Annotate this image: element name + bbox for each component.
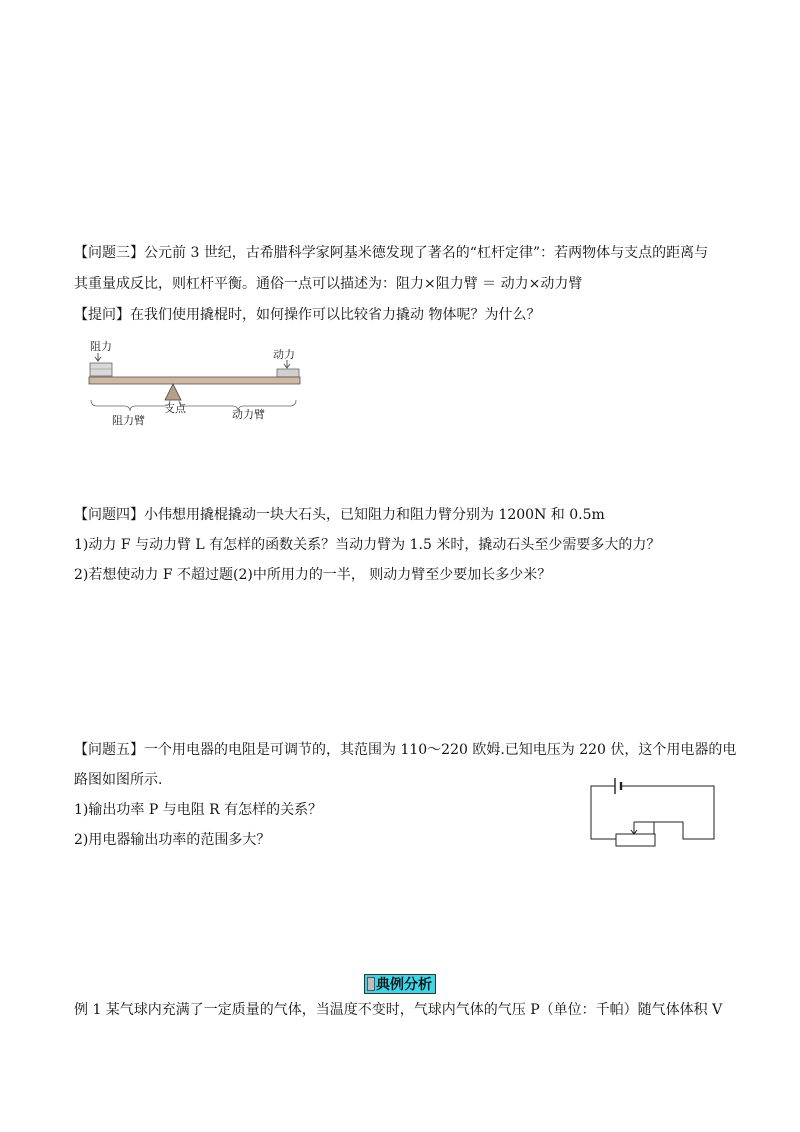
rheostat <box>616 834 655 846</box>
resistance-label: 阻力 <box>90 340 112 353</box>
problem-3-line-1: 【问题三】公元前 3 世纪，古希腊科学家阿基米德发现了著名的“杠杆定律”：若两物体与支点的距离与 <box>74 245 709 261</box>
slider-arrow-icon <box>631 822 637 834</box>
problem-4-line-3: 2)若想使动力 F 不超过题(2)中所用力的一半， 则动力臂至少要加长多少米？ <box>74 567 552 583</box>
problem-4-line-2: 1)动力 F 与动力臂 L 有怎样的函数关系？当动力臂为 1.5 米时，撬动石头至少需要多大的力？ <box>74 537 661 553</box>
resistance-arrow-icon <box>95 353 101 361</box>
problem-3-line-2: 其重量成反比，则杠杆平衡。通俗一点可以描述为：阻力×阻力臂 ＝ 动力×动力臂 <box>74 276 583 292</box>
question-prompt: 【提问】在我们使用撬棍时，如何操作可以比较省力撬动 物体呢？为什么？ <box>74 307 541 323</box>
wire-right <box>621 786 714 839</box>
section-title: 典例分析 <box>376 977 432 993</box>
fulcrum-label: 支点 <box>164 402 186 415</box>
section-title-badge <box>364 974 436 994</box>
section-title-marker <box>367 977 375 991</box>
example-1-line-1: 例 1 某气球内充满了一定质量的气体，当温度不变时，气球内气体的气压 P（单位：千帕）随气体体积 V <box>74 1002 723 1018</box>
problem-4-line-1: 【问题四】小伟想用撬棍撬动一块大石头，已知阻力和阻力臂分别为 1200N 和 0.5m <box>74 507 605 523</box>
circuit-diagram <box>588 776 718 850</box>
problem-5-line-2: 路图如图所示. <box>74 772 163 788</box>
lever-bar <box>89 377 300 384</box>
effort-arm-label: 动力臂 <box>232 408 265 421</box>
effort-block <box>277 369 299 377</box>
effort-label: 动力 <box>273 348 295 361</box>
problem-5-line-3: 1)输出功率 P 与电阻 R 有怎样的关系？ <box>74 802 323 818</box>
resistance-arm-label: 阻力臂 <box>112 414 145 427</box>
lever-diagram <box>84 338 310 430</box>
resistance-block <box>90 363 112 376</box>
fulcrum-triangle <box>165 384 181 400</box>
resistance-arm-brace <box>91 400 170 411</box>
wire-left <box>591 786 616 839</box>
problem-5-line-1: 【问题五】一个用电器的电阻是可调节的，其范围为 110～220 欧姆.已知电压为 220 伏，这个用电器的电 <box>74 742 737 758</box>
effort-arrow-icon <box>284 360 290 368</box>
problem-5-line-4: 2)用电器输出功率的范围多大？ <box>74 832 271 848</box>
